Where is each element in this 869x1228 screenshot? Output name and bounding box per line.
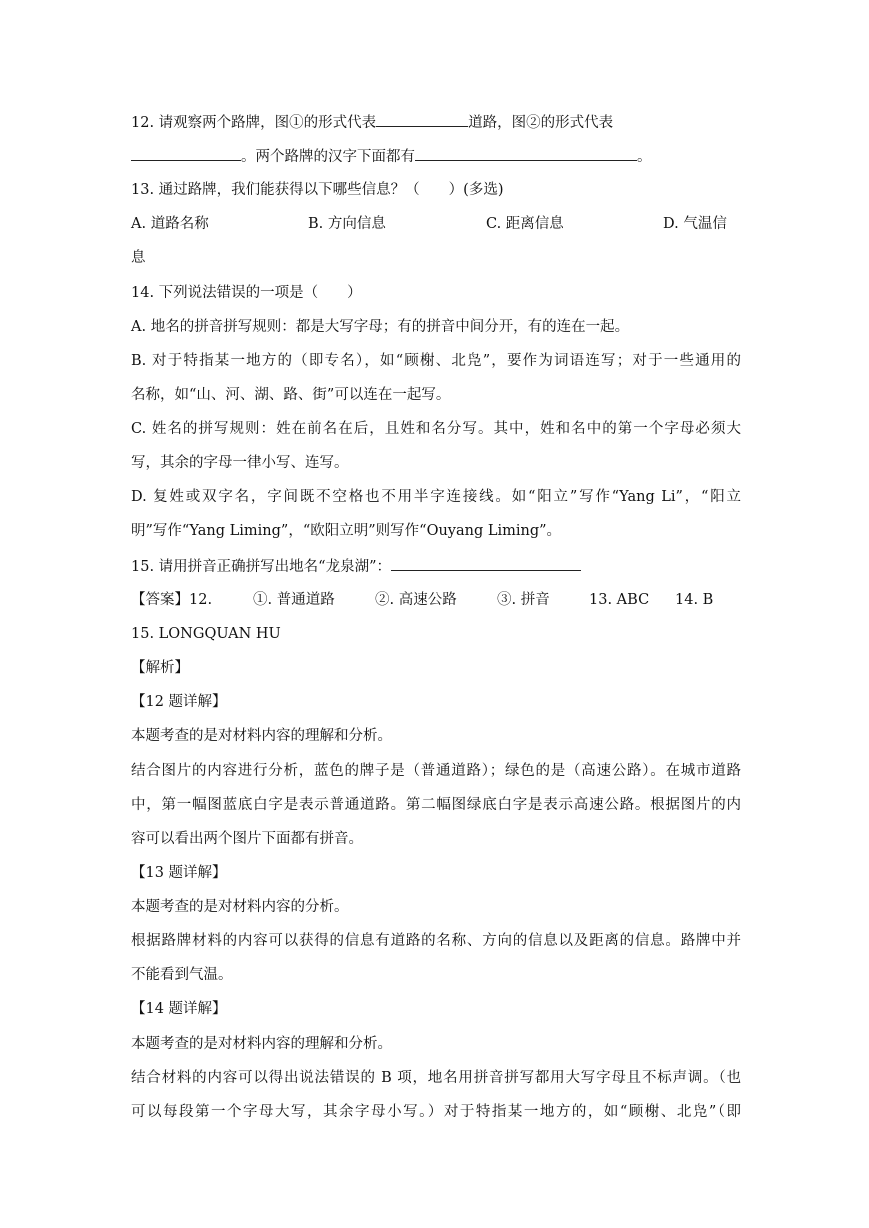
answer-14: 14. B	[675, 592, 714, 608]
analysis-label: 【解析】	[131, 660, 189, 676]
q15-line	[131, 556, 741, 577]
answer-13: 13. ABC	[589, 592, 650, 608]
analysis-12-heading: 【12 题详解】	[131, 694, 227, 710]
answer-12-2: ②. 高速公路	[375, 592, 457, 608]
q15-blank[interactable]	[391, 556, 581, 571]
q14-option-c-line2: 写，其余的字母一律小写、连写。	[131, 455, 349, 471]
analysis-14-p1: 本题考查的是对材料内容的理解和分析。	[131, 1036, 392, 1052]
q14-option-b-line1: B. 对于特指某一地方的（即专名），如“顾榭、北凫”，要作为词语连写；对于一些通用的	[131, 353, 741, 369]
q12-text-2: 道路，图②的形式代表	[468, 115, 614, 131]
analysis-13-p1: 本题考查的是对材料内容的分析。	[131, 899, 349, 915]
q14-option-b-line2: 名称，如“山、河、湖、路、街”可以连在一起写。	[131, 387, 451, 403]
q14-stem: 14. 下列说法错误的一项是（ ）	[131, 285, 362, 301]
answer-12-1: ①. 普通道路	[253, 592, 335, 608]
q12-text-1: 12. 请观察两个路牌，图①的形式代表	[131, 115, 377, 131]
answer-15: 15. LONGQUAN HU	[131, 626, 281, 642]
q13-option-a: A. 道路名称	[131, 216, 209, 232]
q14-option-d-line2: 明”写作“Yang Liming”，“欧阳立明”则写作“Ouyang Liming”。	[131, 523, 562, 539]
q13-option-c: C. 距离信息	[486, 216, 564, 232]
q12-blank-1[interactable]	[376, 112, 468, 127]
q13-option-d: D. 气温信	[663, 216, 727, 232]
q14-option-d-line1: D. 复姓或双字名，字间既不空格也不用半字连接线。如“阳立”写作“Yang Li”，“阳立	[131, 489, 741, 505]
analysis-14-p2: 结合材料的内容可以得出说法错误的 B 项，地名用拼音拼写都用大写字母且不标声调。（也	[131, 1070, 741, 1086]
answer-12-3: ③. 拼音	[497, 592, 550, 608]
q15-stem: 15. 请用拼音正确拼写出地名“龙泉湖”：	[131, 559, 391, 575]
q12-text-4: 。	[637, 149, 652, 165]
analysis-14-p3: 可以每段第一个字母大写，其余字母小写。）对于特指某一地方的，如“顾榭、北凫”（即	[131, 1104, 741, 1120]
analysis-13-p2: 根据路牌材料的内容可以获得的信息有道路的名称、方向的信息以及距离的信息。路牌中并	[131, 933, 741, 949]
analysis-12-p3: 中，第一幅图蓝底白字是表示普通道路。第二幅图绿底白字是表示高速公路。根据图片的内	[131, 797, 741, 813]
q13-option-b: B. 方向信息	[308, 216, 386, 232]
q12-line-2	[131, 146, 741, 167]
q12-blank-3[interactable]	[415, 146, 637, 161]
analysis-13-heading: 【13 题详解】	[131, 865, 227, 881]
q14-option-a: A. 地名的拼音拼写规则：都是大写字母；有的拼音中间分开，有的连在一起。	[131, 319, 630, 335]
q12-line-1	[131, 112, 741, 133]
analysis-12-p2: 结合图片的内容进行分析，蓝色的牌子是（普通道路）；绿色的是（高速公路）。在城市道路	[131, 763, 741, 779]
q12-blank-2[interactable]	[131, 146, 241, 161]
analysis-13-p3: 不能看到气温。	[131, 967, 233, 983]
analysis-14-heading: 【14 题详解】	[131, 1001, 227, 1017]
q12-text-3: 。两个路牌的汉字下面都有	[241, 149, 415, 165]
q14-option-c-line1: C. 姓名的拼写规则：姓在前名在后，且姓和名分写。其中，姓和名中的第一个字母必须大	[131, 421, 741, 437]
answer-label: 【答案】12.	[131, 592, 213, 608]
q13-option-d-wrap: 息	[131, 250, 146, 266]
analysis-12-p4: 容可以看出两个图片下面都有拼音。	[131, 831, 363, 847]
q13-stem: 13. 通过路牌，我们能获得以下哪些信息？（ ）(多选)	[131, 182, 504, 198]
analysis-12-p1: 本题考查的是对材料内容的理解和分析。	[131, 728, 392, 744]
